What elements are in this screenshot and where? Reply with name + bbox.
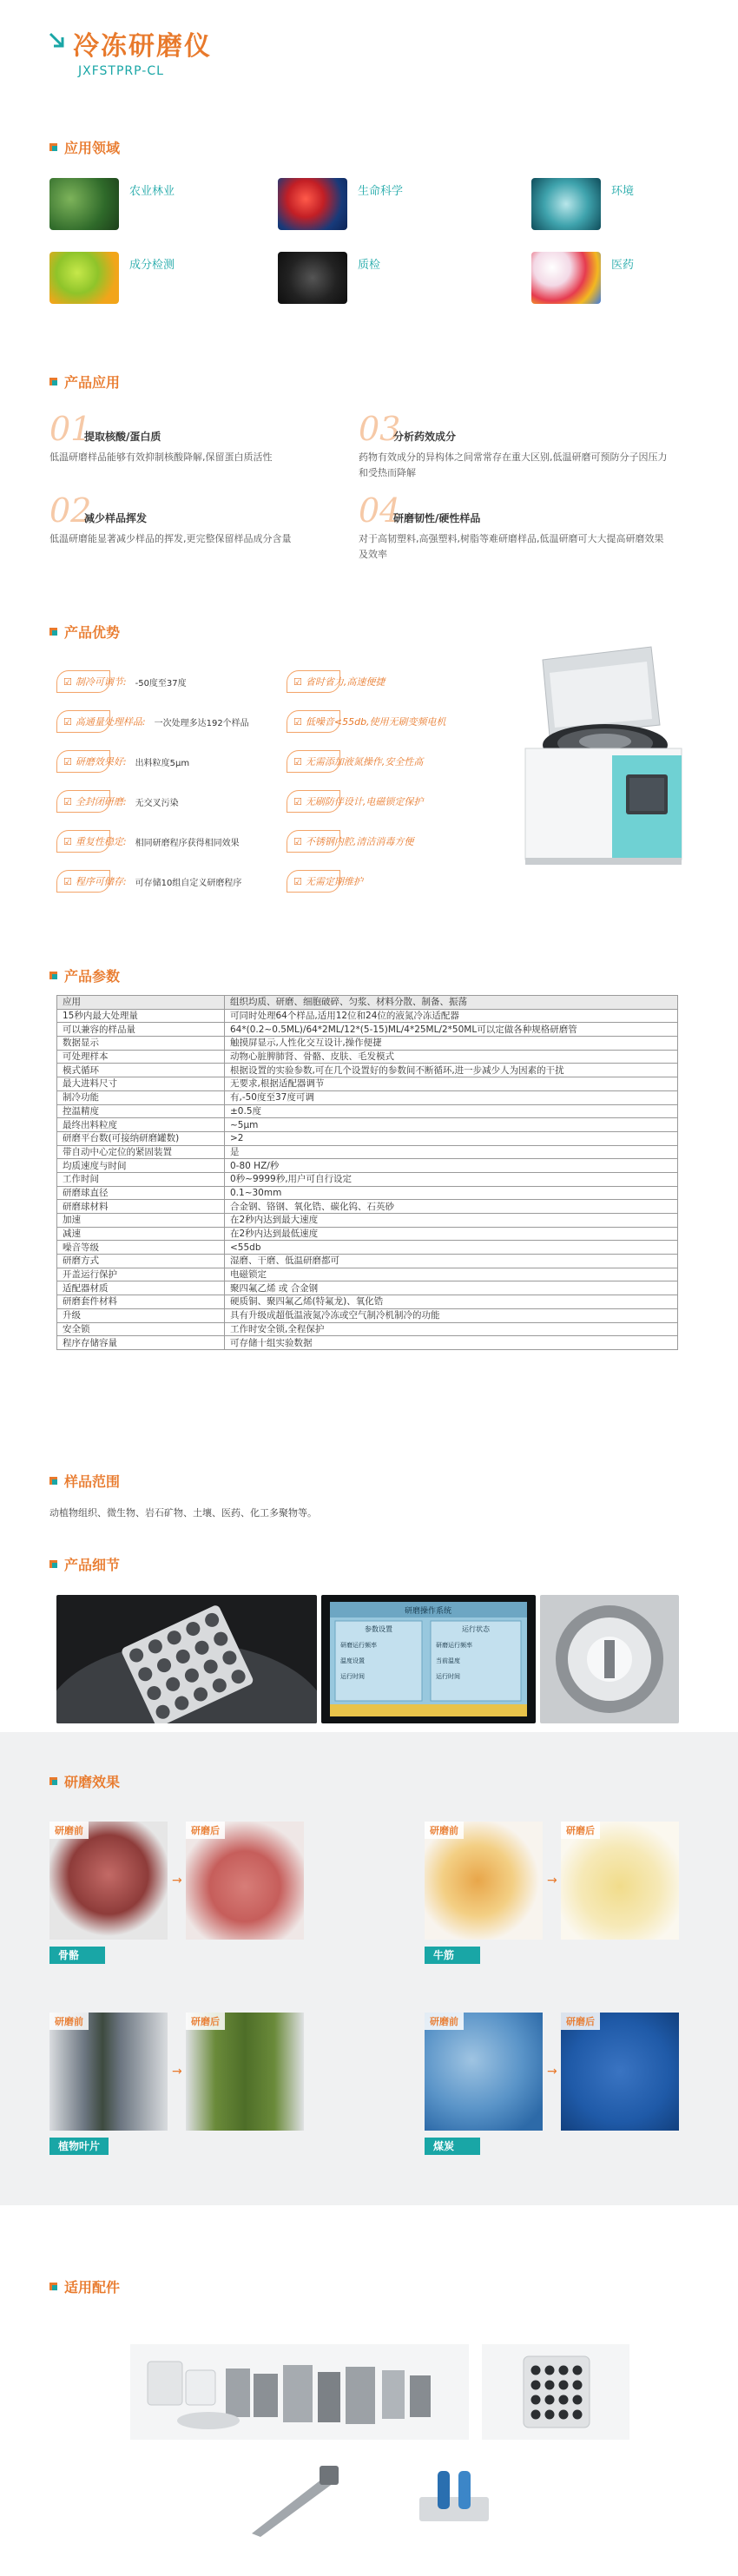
params-row [57, 1295, 678, 1309]
params-value-cell: 根据设置的实验参数,可在几个设置好的参数间不断循环,进一步减少人为因素的干扰 [225, 1064, 678, 1077]
application-item [49, 491, 362, 549]
advantage-item [287, 870, 363, 893]
section-title-text: 产品优势 [64, 624, 121, 641]
checkmark-icon: ☑ [293, 675, 302, 688]
screen-row: 研磨运行频率 [340, 1642, 377, 1649]
params-key-cell: 减速 [57, 1227, 225, 1241]
params-key-cell: 研磨球直径 [57, 1186, 225, 1200]
arrow-right-icon: → [172, 2065, 182, 2079]
after-badge: 研磨后 [561, 1822, 600, 1839]
screen-tab-params: 参数设置 [365, 1625, 392, 1633]
params-value-cell: 合金钢、铬钢、氧化锆、碳化钨、石英砂 [225, 1200, 678, 1214]
application-number: 01 [49, 410, 92, 448]
params-value-cell: 硬质铜、聚四氟乙烯(特氟龙)、氧化锆 [225, 1295, 678, 1309]
arrow-right-icon: → [172, 1874, 182, 1888]
screen-row: 温度设置 [340, 1657, 365, 1664]
params-value-cell: 湿磨、干磨、低温研磨都可 [225, 1255, 678, 1268]
after-badge: 研磨后 [186, 1822, 225, 1839]
params-value-cell: 有,-50度至37度可调 [225, 1090, 678, 1104]
application-title: 分析药效成分 [393, 431, 457, 443]
composition-photo [49, 252, 119, 304]
params-value-cell: 64*(0.2~0.5ML)/64*2ML/12*(5-15)ML/4*25ML/2*50ML可以定做各种规格研磨管 [225, 1023, 678, 1037]
section-title-accessories [49, 2276, 120, 2296]
params-key-cell: 加速 [57, 1214, 225, 1228]
effect-before-image [425, 2013, 543, 2131]
params-key-cell: 工作时间 [57, 1172, 225, 1186]
advantage-item [56, 710, 249, 733]
params-row [57, 1090, 678, 1104]
effect-before-image [49, 2013, 168, 2131]
advantage-value: 可存储10组自定义研磨程序 [135, 878, 242, 888]
params-value-cell: >2 [225, 1131, 678, 1145]
application-number: 03 [359, 410, 401, 448]
field-label: 质检 [358, 259, 381, 272]
params-row [57, 1227, 678, 1241]
params-row [57, 1050, 678, 1064]
params-key-cell: 研磨平台数(可接纳研磨罐数) [57, 1131, 225, 1145]
checkmark-icon: ☑ [63, 715, 72, 728]
params-value-cell: 0-80 HZ/秒 [225, 1159, 678, 1173]
section-marker-icon [49, 1777, 57, 1785]
checkmark-icon: ☑ [293, 875, 302, 887]
checkmark-icon: ☑ [63, 755, 72, 768]
params-row [57, 1214, 678, 1228]
advantage-item [56, 750, 189, 773]
field-label: 环境 [611, 185, 635, 198]
params-row [57, 1186, 678, 1200]
arrow-right-icon: → [547, 2065, 557, 2079]
application-number: 04 [359, 491, 401, 530]
params-key-cell: 适配器材质 [57, 1281, 225, 1295]
params-row [57, 1322, 678, 1336]
params-key-cell: 15秒内最大处理量 [57, 1009, 225, 1023]
section-marker-icon [49, 1477, 57, 1485]
life-science-photo [278, 178, 347, 230]
params-key-cell: 研磨方式 [57, 1255, 225, 1268]
section-marker-icon [49, 378, 57, 385]
params-value-cell: ~5μm [225, 1118, 678, 1132]
application-title: 研磨韧性/硬性样品 [393, 512, 481, 524]
application-desc: 药物有效成分的异构体之间常常存在重大区别,低温研磨可预防分子因压力和受热而降解 [359, 451, 668, 478]
application-item [49, 410, 362, 467]
checkmark-icon: ☑ [63, 675, 72, 688]
before-badge: 研磨前 [49, 2013, 89, 2030]
application-title: 减少样品挥发 [84, 512, 148, 524]
checkmark-icon: ☑ [293, 715, 302, 728]
advantage-value: 出料粒度5μm [135, 758, 190, 768]
advantage-key: 制冷可调节: [75, 676, 127, 688]
checkmark-icon: ☑ [293, 795, 302, 807]
detail-screen-photo [321, 1595, 536, 1723]
params-value-cell: 在2秒内达到最大速度 [225, 1214, 678, 1228]
field-item-composition [49, 252, 175, 304]
screen-row: 当前温度 [436, 1657, 460, 1664]
checkmark-icon: ☑ [293, 835, 302, 847]
screen-row: 研磨运行频率 [436, 1642, 472, 1649]
before-badge: 研磨前 [425, 1822, 464, 1839]
section-marker-icon [49, 1560, 57, 1568]
params-key-cell: 噪音等级 [57, 1241, 225, 1255]
effect-after-image [561, 1822, 679, 1940]
field-item-medicine [531, 252, 634, 304]
accessories-tool-image [243, 2457, 347, 2544]
advantage-item [56, 790, 179, 813]
accessories-tubes-image [415, 2466, 493, 2527]
advantage-key: 研磨效果好: [75, 756, 127, 768]
field-item-life-science [278, 178, 403, 230]
section-title-text: 样品范围 [64, 1473, 121, 1490]
page-title: 冷冻研磨仪 [73, 31, 212, 62]
section-title-advantages [49, 622, 120, 642]
params-value-cell: 0秒~9999秒,用户可自行设定 [225, 1172, 678, 1186]
environment-photo [531, 178, 601, 230]
params-value-cell: 工作时安全锁,全程保护 [225, 1322, 678, 1336]
field-label: 医药 [611, 259, 635, 272]
advantage-key: 不锈钢内腔,清洁消毒方便 [305, 836, 414, 847]
params-key-cell: 开盖运行保护 [57, 1268, 225, 1281]
params-row [57, 1159, 678, 1173]
screen-row: 运行时间 [340, 1673, 365, 1680]
grinder-machine-image [508, 642, 690, 873]
params-key-cell: 研磨套件材料 [57, 1295, 225, 1309]
params-row [57, 1104, 678, 1118]
advantage-item [287, 830, 413, 853]
application-desc: 低温研磨能显著减少样品的挥发,更完整保留样品成分含量 [49, 533, 292, 544]
checkmark-icon: ☑ [63, 875, 72, 887]
params-value-cell: 具有升级成超低温液氮冷冻或空气制冷机制冷的功能 [225, 1308, 678, 1322]
params-table [56, 995, 678, 1350]
params-row [57, 1131, 678, 1145]
advantage-key: 无需定期维护 [305, 876, 363, 887]
params-row [57, 1268, 678, 1281]
params-key-cell: 可以兼容的样品量 [57, 1023, 225, 1037]
before-badge: 研磨前 [425, 2013, 464, 2030]
section-marker-icon [49, 2283, 57, 2290]
params-value-cell: 动物心脏脾肺肾、骨骼、皮肤、毛发模式 [225, 1050, 678, 1064]
advantage-key: 程序可储存: [75, 876, 127, 887]
advantage-item [56, 870, 241, 893]
section-marker-icon [49, 143, 57, 151]
effect-after-image [186, 2013, 304, 2131]
quality-photo [278, 252, 347, 304]
params-row [57, 1077, 678, 1091]
application-number: 02 [49, 491, 92, 530]
effect-after-image [561, 2013, 679, 2131]
advantage-value: 相同研磨程序获得相同效果 [135, 838, 240, 848]
params-row [57, 1118, 678, 1132]
advantage-key: 全封闭研磨: [75, 796, 127, 807]
params-key-cell: 最大进料尺寸 [57, 1077, 225, 1091]
effect-sample-name: 骨骼 [49, 1947, 105, 1964]
section-marker-icon [49, 628, 57, 636]
arrow-right-icon: → [547, 1874, 557, 1888]
after-badge: 研磨后 [186, 2013, 225, 2030]
advantage-item [287, 750, 423, 773]
screen-row: 运行时间 [436, 1673, 460, 1680]
params-row [57, 1172, 678, 1186]
samples-desc: 动植物组织、微生物、岩石矿物、土壤、医药、化工多聚物等。 [49, 1507, 317, 1519]
params-key-cell: 数据显示 [57, 1037, 225, 1051]
section-title-samples [49, 1471, 120, 1491]
advantage-key: 高通量处理样品: [75, 716, 146, 728]
advantage-item [56, 830, 240, 853]
section-title-text: 产品应用 [64, 374, 121, 391]
checkmark-icon: ☑ [63, 835, 72, 847]
effect-after-image [186, 1822, 304, 1940]
medicine-photo [531, 252, 601, 304]
agriculture-photo [49, 178, 119, 230]
params-value-cell: 0.1~30mm [225, 1186, 678, 1200]
params-value-cell: 无要求,根据适配器调节 [225, 1077, 678, 1091]
application-desc: 对于高韧塑料,高强塑料,树脂等难研磨样品,低温研磨可大大提高研磨效果及效率 [359, 533, 664, 560]
advantage-key: 无刷防伴设计,电磁锁定保护 [305, 796, 424, 807]
params-key-cell: 带自动中心定位的紧固装置 [57, 1145, 225, 1159]
section-title-effects [49, 1771, 120, 1791]
field-item-environment [531, 178, 634, 230]
params-key-cell: 均质速度与时间 [57, 1159, 225, 1173]
arrow-logo-icon [48, 31, 67, 50]
screen-tab-status: 运行状态 [462, 1625, 490, 1633]
before-badge: 研磨前 [49, 1822, 89, 1839]
effects-background [0, 1732, 738, 2205]
params-value-cell: 组织均质、研磨、细胞破碎、匀浆、材料分散、制备、振荡 [225, 996, 678, 1010]
field-item-agriculture [49, 178, 175, 230]
advantage-value: -50度至37度 [135, 678, 187, 688]
advantage-value: 一次处理多达192个样品 [154, 718, 249, 728]
application-item [359, 491, 671, 560]
params-row [57, 1336, 678, 1350]
params-key-cell: 控温精度 [57, 1104, 225, 1118]
params-key-cell: 最终出料粒度 [57, 1118, 225, 1132]
params-key-cell: 程序存储容量 [57, 1336, 225, 1350]
params-value-cell: 是 [225, 1145, 678, 1159]
effect-before-image [49, 1822, 168, 1940]
effect-sample-name: 牛筋 [425, 1947, 480, 1964]
section-title-text: 产品参数 [64, 968, 121, 985]
field-label: 农业林业 [129, 185, 175, 198]
params-row [57, 1255, 678, 1268]
params-value-cell: 聚四氟乙烯 或 合金钢 [225, 1281, 678, 1295]
params-row [57, 1241, 678, 1255]
params-row [57, 1064, 678, 1077]
params-key-cell: 升级 [57, 1308, 225, 1322]
effect-before-image [425, 1822, 543, 1940]
section-title-text: 应用领域 [64, 140, 121, 156]
params-value-cell: 可同时处理64个样品,适用12位和24位的液氮冷冻适配器 [225, 1009, 678, 1023]
params-value-cell: 在2秒内达到最低速度 [225, 1227, 678, 1241]
effect-sample-name: 植物叶片 [49, 2138, 109, 2155]
screen-heading: 研磨操作系统 [404, 1607, 452, 1616]
section-title-fields [49, 137, 120, 157]
advantage-value: 无交叉污染 [135, 798, 179, 808]
params-key-cell: 应用 [57, 996, 225, 1010]
params-row [57, 1281, 678, 1295]
section-title-text: 研磨效果 [64, 1774, 121, 1790]
params-value-cell: <55db [225, 1241, 678, 1255]
checkmark-icon: ☑ [63, 795, 72, 807]
accessories-grinding-jars-image [130, 2344, 469, 2440]
application-title: 提取核酸/蛋白质 [84, 431, 161, 443]
advantage-key: 重复性稳定: [75, 836, 127, 847]
params-row [57, 996, 678, 1010]
params-row [57, 1023, 678, 1037]
section-title-text: 适用配件 [64, 2279, 121, 2296]
field-label: 生命科学 [358, 185, 404, 198]
after-badge: 研磨后 [561, 2013, 600, 2030]
params-row [57, 1308, 678, 1322]
advantage-item [56, 670, 187, 693]
advantage-item [287, 710, 446, 733]
params-value-cell: 触摸屏显示,人性化交互设计,操作便捷 [225, 1037, 678, 1051]
detail-chamber-photo [540, 1595, 679, 1723]
params-value-cell: 电磁锁定 [225, 1268, 678, 1281]
params-row [57, 1009, 678, 1023]
application-item [359, 410, 671, 478]
model-number: JXFSTPRP-CL [78, 64, 164, 78]
params-key-cell: 研磨球材料 [57, 1200, 225, 1214]
section-title-details [49, 1554, 120, 1574]
advantage-item [287, 790, 423, 813]
detail-adapter-photo [56, 1595, 317, 1723]
section-marker-icon [49, 972, 57, 979]
advantage-key: 无需添加液氮操作,安全性高 [305, 756, 424, 768]
params-row [57, 1200, 678, 1214]
params-key-cell: 可处理样本 [57, 1050, 225, 1064]
effect-sample-name: 煤炭 [425, 2138, 480, 2155]
params-row [57, 1037, 678, 1051]
accessories-adapter-image [482, 2344, 629, 2440]
checkmark-icon: ☑ [293, 755, 302, 768]
field-label: 成分检测 [129, 259, 175, 272]
advantage-item [287, 670, 385, 693]
params-key-cell: 安全锁 [57, 1322, 225, 1336]
section-title-text: 产品细节 [64, 1557, 121, 1573]
section-title-params [49, 965, 120, 985]
params-value-cell: ±0.5度 [225, 1104, 678, 1118]
advantage-key: 省时省力,高速便捷 [305, 676, 385, 688]
advantage-key: 低噪音<55db,使用无刷变频电机 [305, 716, 446, 728]
application-desc: 低温研磨样品能够有效抑制核酸降解,保留蛋白质活性 [49, 451, 273, 463]
params-key-cell: 制冷功能 [57, 1090, 225, 1104]
field-item-quality [278, 252, 380, 304]
params-key-cell: 模式循环 [57, 1064, 225, 1077]
params-value-cell: 可存储十组实验数据 [225, 1336, 678, 1350]
section-title-applications [49, 372, 120, 392]
params-row [57, 1145, 678, 1159]
